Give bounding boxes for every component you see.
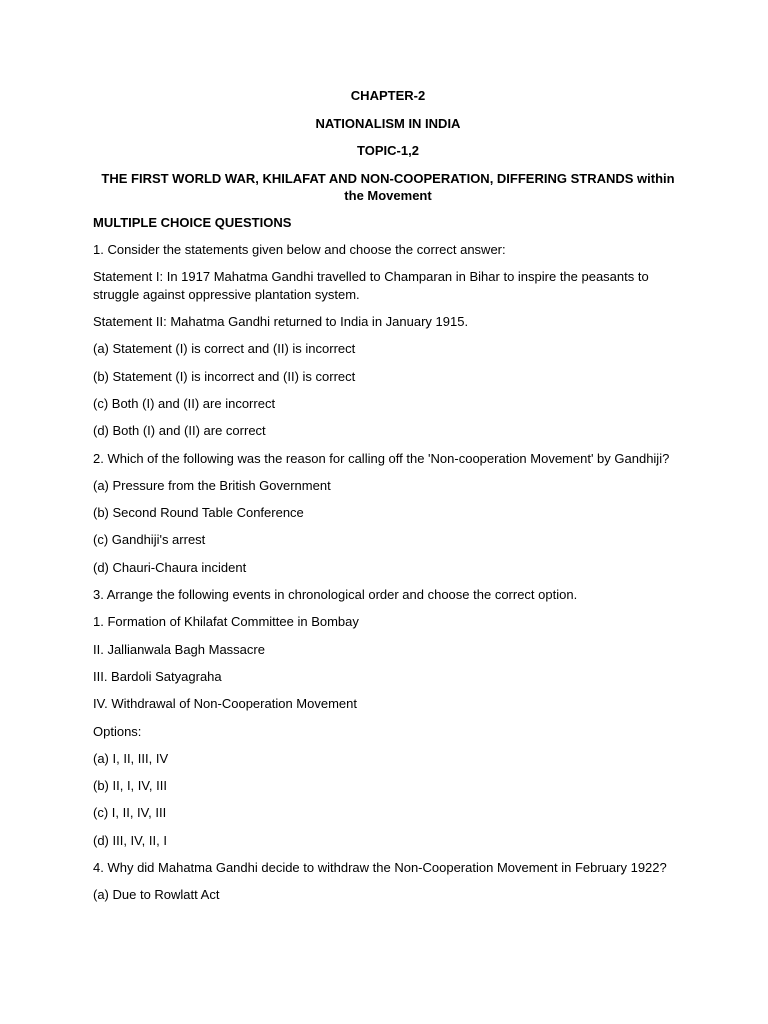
question-4-option-a: (a) Due to Rowlatt Act xyxy=(93,887,220,903)
question-1-statement-1: Statement I: In 1917 Mahatma Gandhi travelled to Champaran in Bihar to inspire the peasants to struggle against oppressive plantation system. xyxy=(93,269,649,302)
question-3-stem: 3. Arrange the following events in chronological order and choose the correct option. xyxy=(93,587,578,603)
question-3-option-d: (d) III, IV, II, I xyxy=(93,832,167,848)
section-heading: MULTIPLE CHOICE QUESTIONS xyxy=(93,214,292,230)
question-3-option-b: (b) II, I, IV, III xyxy=(93,778,167,794)
question-2-option-d: (d) Chauri-Chaura incident xyxy=(93,559,247,575)
question-1-option-d: (d) Both (I) and (II) are correct xyxy=(93,423,266,439)
document-content xyxy=(93,87,683,914)
question-1-option-c: (c) Both (I) and (II) are incorrect xyxy=(93,395,276,411)
question-1-statement-2: Statement II: Mahatma Gandhi returned to India in January 1915. xyxy=(93,314,469,330)
question-3-event-4: IV. Withdrawal of Non-Cooperation Movement xyxy=(93,696,357,712)
question-3-event-1: 1. Formation of Khilafat Committee in Bombay xyxy=(93,614,359,630)
question-4-stem: 4. Why did Mahatma Gandhi decide to withdraw the Non-Cooperation Movement in February 1922? xyxy=(93,860,667,876)
question-3-option-a: (a) I, II, III, IV xyxy=(93,750,169,766)
question-1-option-a: (a) Statement (I) is correct and (II) is incorrect xyxy=(93,341,356,357)
question-2-option-a: (a) Pressure from the British Government xyxy=(93,477,331,493)
question-1-stem: 1. Consider the statements given below and choose the correct answer: xyxy=(93,242,506,257)
question-2-option-b: (b) Second Round Table Conference xyxy=(93,505,304,521)
topic-title: THE FIRST WORLD WAR, KHILAFAT AND NON-COOPERATION, DIFFERING STRANDS within the Movement xyxy=(101,170,675,203)
question-3-event-3: III. Bardoli Satyagraha xyxy=(93,668,222,684)
question-3-option-c: (c) I, II, IV, III xyxy=(93,805,167,821)
question-3-event-2: II. Jallianwala Bagh Massacre xyxy=(93,641,265,657)
question-1-option-b: (b) Statement (I) is incorrect and (II) is correct xyxy=(93,368,356,384)
question-2-option-c: (c) Gandhiji's arrest xyxy=(93,532,206,548)
question-2-stem: 2. Which of the following was the reason for calling off the 'Non-cooperation Movement' by Gandhiji? xyxy=(93,450,670,466)
subject-heading: NATIONALISM IN INDIA xyxy=(315,115,461,131)
chapter-heading: CHAPTER-2 xyxy=(350,88,426,103)
question-3-options-label: Options: xyxy=(93,723,142,739)
topic-heading: TOPIC-1,2 xyxy=(357,143,419,158)
